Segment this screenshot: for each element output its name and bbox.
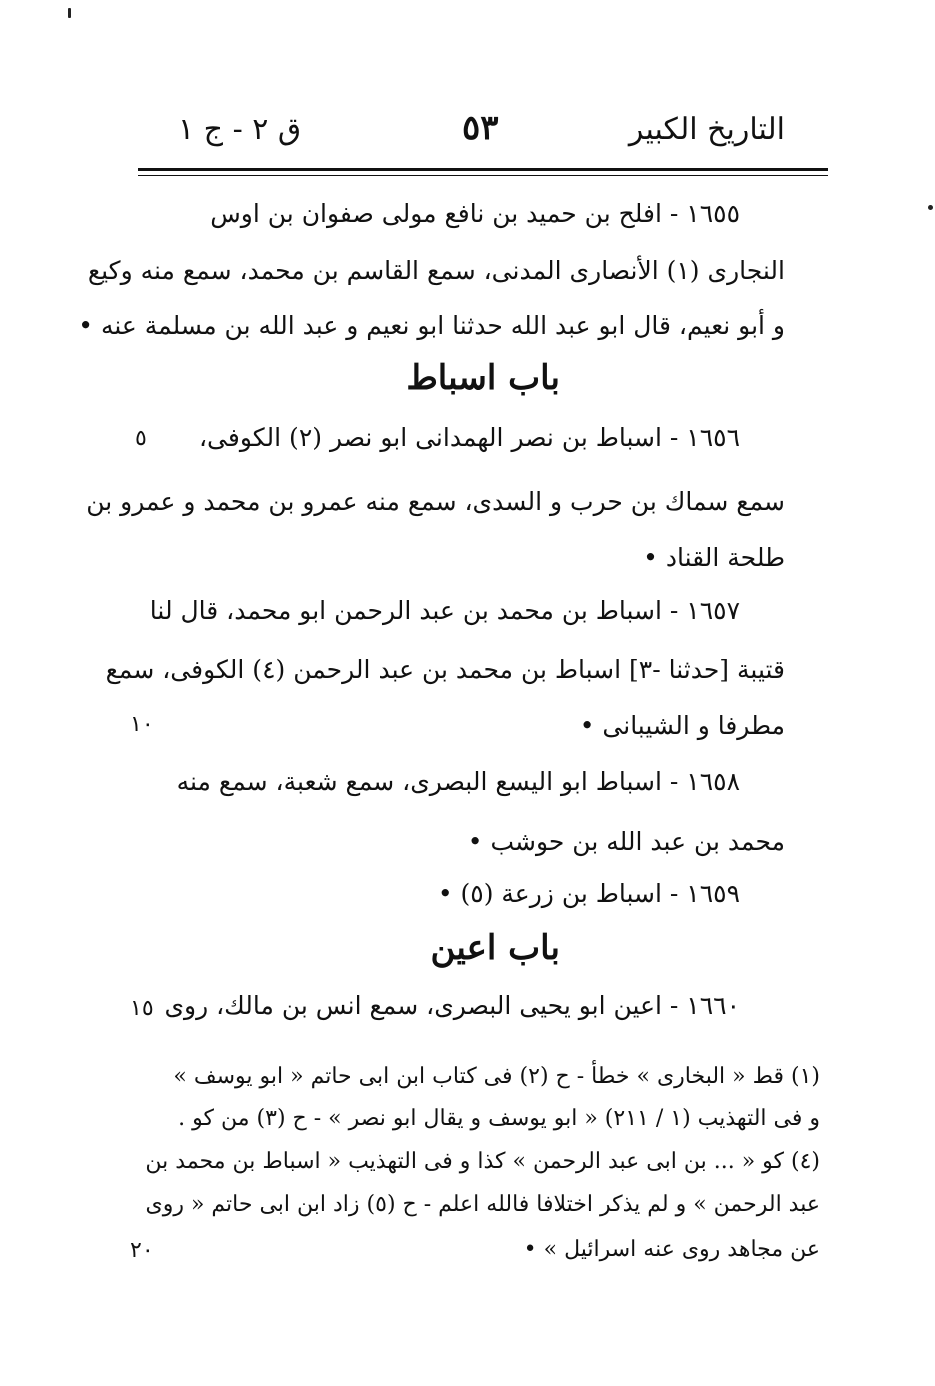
header-rule-thin [138,175,828,176]
margin-line-number-20: ٢٠ [130,1238,154,1263]
entry-1660-line-1: ١٦٦٠ - اعين ابو يحيى البصرى، سمع انس بن مالك، روى [164,991,740,1020]
footnote-line-3: (٤) كو « ... بن ابى عبد الرحمن » كذا و فى التهذيب « اسباط بن محمد بن [145,1149,820,1174]
entry-1656-line-2: سمع سماك بن حرب و السدى، سمع منه عمرو بن محمد و عمرو بن [86,487,785,516]
margin-line-number-5: ٥ [135,426,147,451]
entry-1657-line-1: ١٦٥٧ - اسباط بن محمد بن عبد الرحمن ابو محمد، قال لنا [149,596,740,625]
section-reference: ق ٢ - ج ١ [178,112,302,147]
margin-line-number-15: ١٥ [130,996,154,1021]
scan-speck [928,205,933,210]
footnote-line-1: (١) قط « البخارى » خطأ - ح (٢) فى كتاب ابن ابى حاتم « ابو يوسف » [173,1064,820,1089]
entry-1655-line-2: النجارى (١) الأنصارى المدنى، سمع القاسم بن محمد، سمع منه وكيع [87,256,785,285]
entry-1657-line-3: مطرفا و الشيبانى • [579,711,785,740]
margin-line-number-10: ١٠ [130,712,154,737]
entry-1658-line-1: ١٦٥٨ - اسباط ابو اليسع البصرى، سمع شعبة، سمع منه [176,767,740,796]
footnote-line-4: عبد الرحمن » و لم يذكر اختلافا فالله اعلم - ح (٥) زاد ابن ابى حاتم « روى [145,1192,820,1217]
entry-1658-line-2: محمد بن عبد الله بن حوشب • [467,827,785,856]
entry-1655-line-3: و أبو نعيم، قال ابو عبد الله حدثنا ابو نعيم و عبد الله بن مسلمة عنه • [78,311,785,340]
entry-1656-line-3: طلحة القناد • [643,543,785,572]
entry-1659-line-1: ١٦٥٩ - اسباط بن زرعة (٥) • [437,879,740,908]
chapter-heading-asbat: باب اسباط [406,358,560,398]
header-rule [138,168,828,171]
entry-1655-line-1: ١٦٥٥ - افلح بن حميد بن نافع مولى صفوان بن اوس [210,199,740,228]
page-number: ٥٣ [462,108,499,148]
scan-speck [68,8,71,18]
entry-1657-line-2: قتيبة [حدثنا -٣] اسباط بن محمد بن عبد الرحمن (٤) الكوفى، سمع [105,655,785,684]
footnote-line-5: عن مجاهد روى عنه اسرائيل » • [523,1237,820,1262]
running-title: التاريخ الكبير [628,112,785,147]
chapter-heading-ayan: باب اعين [430,928,560,968]
entry-1656-line-1: ١٦٥٦ - اسباط بن نصر الهمدانى ابو نصر (٢) الكوفى، [198,423,740,452]
footnote-line-2: و فى التهذيب (١ / ٢١١) « ابو يوسف و يقال ابو نصر » - ح (٣) من كو . [178,1106,820,1131]
